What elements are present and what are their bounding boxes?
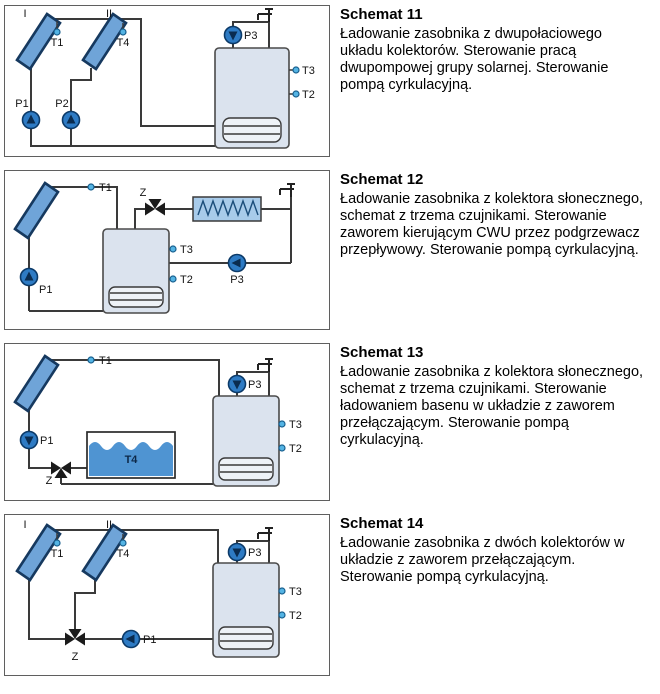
solar-collector xyxy=(15,183,58,238)
description-block-13 xyxy=(340,343,648,449)
pump-p3-label: P3 xyxy=(248,547,262,559)
panel-title: Schemat 13 xyxy=(340,344,424,361)
sensor-t3-label: T3 xyxy=(289,586,302,598)
panel-title: Schemat 11 xyxy=(340,6,423,23)
tank-coil xyxy=(223,118,281,142)
sensor-t4-icon xyxy=(120,540,126,546)
collector-i-label: I xyxy=(23,8,27,20)
sensor-t2-label: T2 xyxy=(289,443,302,455)
pump-p1-label: P1 xyxy=(40,435,54,447)
sensor-t2-icon xyxy=(170,276,176,282)
pump-p3-icon xyxy=(229,255,246,272)
pump-p3-icon xyxy=(229,544,246,561)
pump-p2-label: P2 xyxy=(55,98,69,110)
panel-title: Schemat 14 xyxy=(340,515,424,532)
tap-icon xyxy=(258,528,273,541)
panel-description: Ładowanie zasobnika z kolektora słonecznego, schemat z trzema czujnikami. Sterowanie ładowaniem basenu w układzie z zaworem przełączającym. Sterowanie pompą cyrkulacyjną. xyxy=(340,364,644,448)
valve-z-icon xyxy=(65,629,85,646)
panel-description: Ładowanie zasobnika z dwupołaciowego układu kolektorów. Sterowanie pracą dwupompowej grupy solarnej. Sterowanie pompą cyrkulacyjną. xyxy=(340,26,609,93)
panel-schemat-11 xyxy=(4,5,656,157)
pump-p1-label: P1 xyxy=(39,284,53,296)
sensor-t2-icon xyxy=(279,445,285,451)
diagram-canvas-11 xyxy=(5,6,329,156)
sensor-t3-icon xyxy=(279,588,285,594)
panel-description: Ładowanie zasobnika z dwóch kolektorów w układzie z zaworem przełączającym. Sterowanie pompą cyrkulacyjną. xyxy=(340,535,625,585)
pump-p1-icon xyxy=(21,432,38,449)
tap-icon xyxy=(258,359,273,372)
pump-p3-label: P3 xyxy=(244,30,258,42)
sensor-t4-label: T4 xyxy=(116,548,130,560)
collector-i-label: I xyxy=(23,519,27,531)
sensor-t4-icon xyxy=(120,29,126,35)
pump-p1-icon xyxy=(21,269,38,286)
panel-title: Schemat 12 xyxy=(340,171,424,188)
diagram-canvas-12 xyxy=(5,171,329,329)
pump-p1-label: P1 xyxy=(15,98,29,110)
pump-p1-icon xyxy=(123,631,140,648)
sensor-t1-label: T1 xyxy=(99,182,112,194)
valve-z-icon xyxy=(145,199,165,216)
pump-p3-label: P3 xyxy=(248,379,262,391)
description-block-12 xyxy=(340,170,648,259)
panel-description: Ładowanie zasobnika z kolektora słonecznego, schemat z trzema czujnikami. Sterowanie zaworem kierującym CWU przez podgrzewacz przepływowy. Sterowanie pompą cyrkulacyjną. xyxy=(340,191,644,258)
diagram-canvas-13 xyxy=(5,344,329,500)
diagram-box-13 xyxy=(4,343,330,501)
sensor-t1-label: T1 xyxy=(50,37,64,49)
pump-p2-icon xyxy=(63,112,80,129)
sensor-t3-label: T3 xyxy=(180,244,193,256)
valve-z-label: Z xyxy=(71,651,79,663)
description-block-11 xyxy=(340,5,648,94)
basin-t4-label: T4 xyxy=(124,454,138,466)
solar-collector xyxy=(15,356,58,411)
sensor-t2-label: T2 xyxy=(180,274,193,286)
pump-p1-label: P1 xyxy=(143,634,157,646)
sensor-t2-icon xyxy=(293,91,299,97)
sensor-t1-label: T1 xyxy=(99,355,112,367)
sensor-t3-icon xyxy=(170,246,176,252)
sensor-t2-label: T2 xyxy=(302,89,315,101)
sensor-t1-icon xyxy=(88,184,94,190)
sensor-t2-icon xyxy=(279,612,285,618)
valve-z-icon xyxy=(51,462,71,479)
diagram-box-12 xyxy=(4,170,330,330)
diagram-box-14 xyxy=(4,514,330,676)
sensor-t3-icon xyxy=(279,421,285,427)
sensor-t1-label: T1 xyxy=(50,548,64,560)
diagram-box-11 xyxy=(4,5,330,157)
flow-heater xyxy=(193,197,261,221)
sensor-t1-icon xyxy=(54,540,60,546)
sensor-t3-icon xyxy=(293,67,299,73)
sensor-t3-label: T3 xyxy=(289,419,302,431)
description-block-14 xyxy=(340,514,648,586)
panel-schemat-14 xyxy=(4,514,656,676)
collector-ii-label: II xyxy=(105,519,113,531)
pump-p1-icon xyxy=(23,112,40,129)
valve-z-label: Z xyxy=(45,475,53,487)
pump-p3-label: P3 xyxy=(230,274,244,286)
collector-ii-label: II xyxy=(105,8,113,20)
tap-icon xyxy=(280,184,295,197)
sensor-t1-icon xyxy=(88,357,94,363)
sensor-t4-label: T4 xyxy=(116,37,130,49)
pump-p3-icon xyxy=(229,376,246,393)
tap-icon xyxy=(258,9,273,22)
valve-z-label: Z xyxy=(139,187,147,199)
tank-coil xyxy=(219,458,273,480)
sensor-t1-icon xyxy=(54,29,60,35)
tank-coil xyxy=(219,627,273,649)
panel-schemat-13 xyxy=(4,343,656,501)
diagram-canvas-14 xyxy=(5,515,329,675)
sensor-t3-label: T3 xyxy=(302,65,315,77)
panel-schemat-12 xyxy=(4,170,656,330)
sensor-t2-label: T2 xyxy=(289,610,302,622)
pump-p3-icon xyxy=(225,27,242,44)
tank-coil xyxy=(109,287,163,307)
